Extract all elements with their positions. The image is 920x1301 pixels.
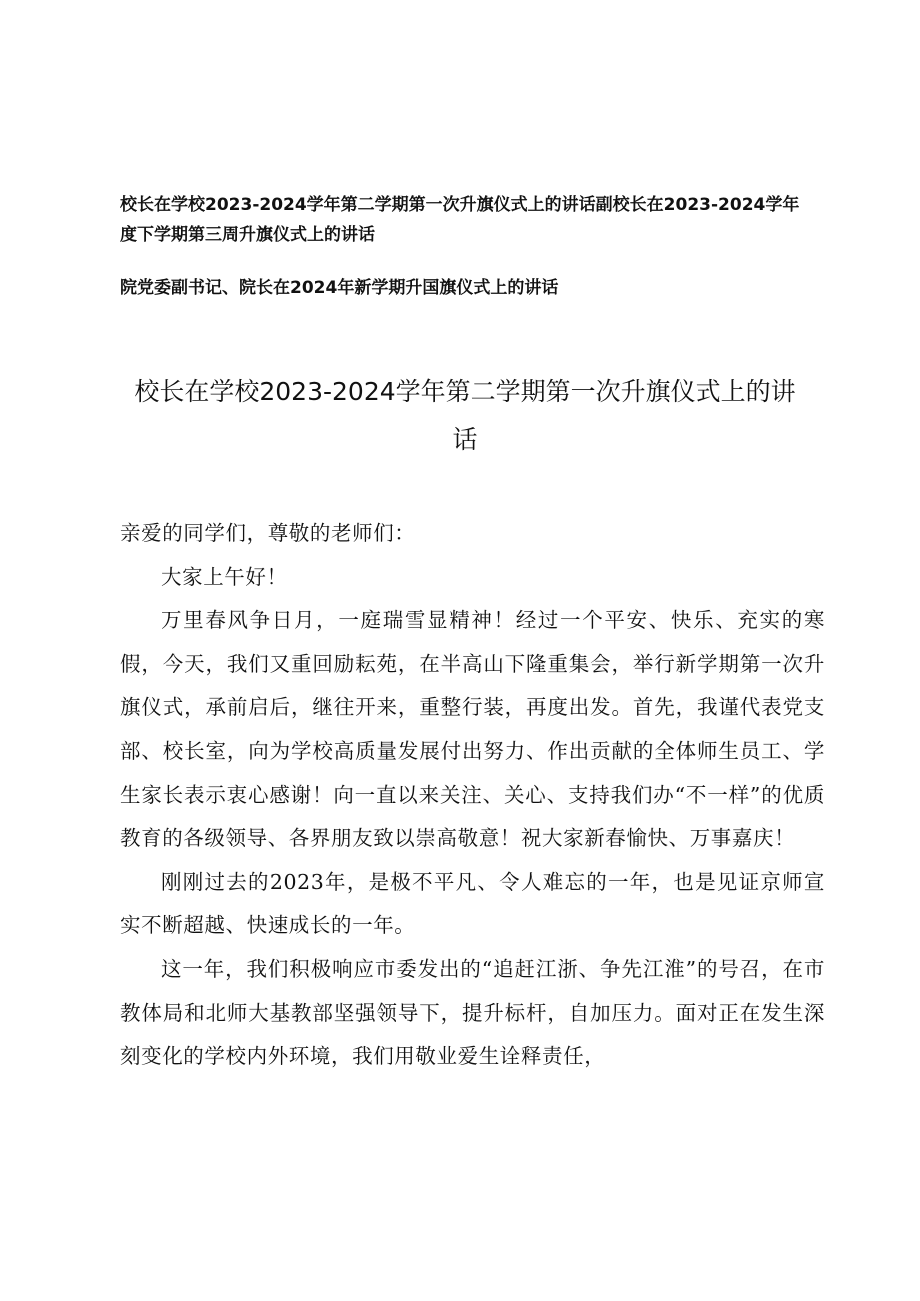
body-paragraph: 万里春风争日月，一庭瑞雪显精神！经过一个平安、快乐、充实的寒假，今天，我们又重回励耘苑，在半高山下隆重集会，举行新学期第一次升旗仪式，承前启后，继往开来，重整行装，再度出发。首先，我谨代表党支部、校长室，向为学校高质量发展付出努力、作出贡献的全体师生员工、学生家长表示衷心感谢！向一直以来关注、关心、支持我们办“不一样”的优质教育的各级领导、各界朋友致以崇高敬意！祝大家新春愉快、万事嘉庆！ (120, 608, 825, 851)
document-title: 校长在学校2023-2024学年第二学期第一次升旗仪式上的讲话 (134, 377, 796, 454)
greeting-paragraph: 大家上午好！ (161, 564, 288, 589)
document-body (120, 512, 825, 1079)
body-paragraph: 刚刚过去的2023年，是极不平凡、令人难忘的一年，也是见证京师宣实不断超越、快速成长的一年。 (120, 869, 825, 938)
toc-entry: 院党委副书记、院长在2024年新学期升国旗仪式上的讲话 (120, 278, 559, 298)
toc-entry: 校长在学校2023-2024学年第二学期第一次升旗仪式上的讲话副校长在2023-2024学年度下学期第三周升旗仪式上的讲话 (120, 195, 800, 245)
table-of-contents (120, 190, 810, 326)
salutation-paragraph: 亲爱的同学们，尊敬的老师们： (120, 521, 416, 545)
body-paragraph: 这一年，我们积极响应市委发出的“追赶江浙、争先江淮”的号召，在市教体局和北师大基教部坚强领导下，提升标杆，自加压力。面对正在发生深刻变化的学校内外环境，我们用敬业爱生诠释责任， (120, 956, 825, 1069)
